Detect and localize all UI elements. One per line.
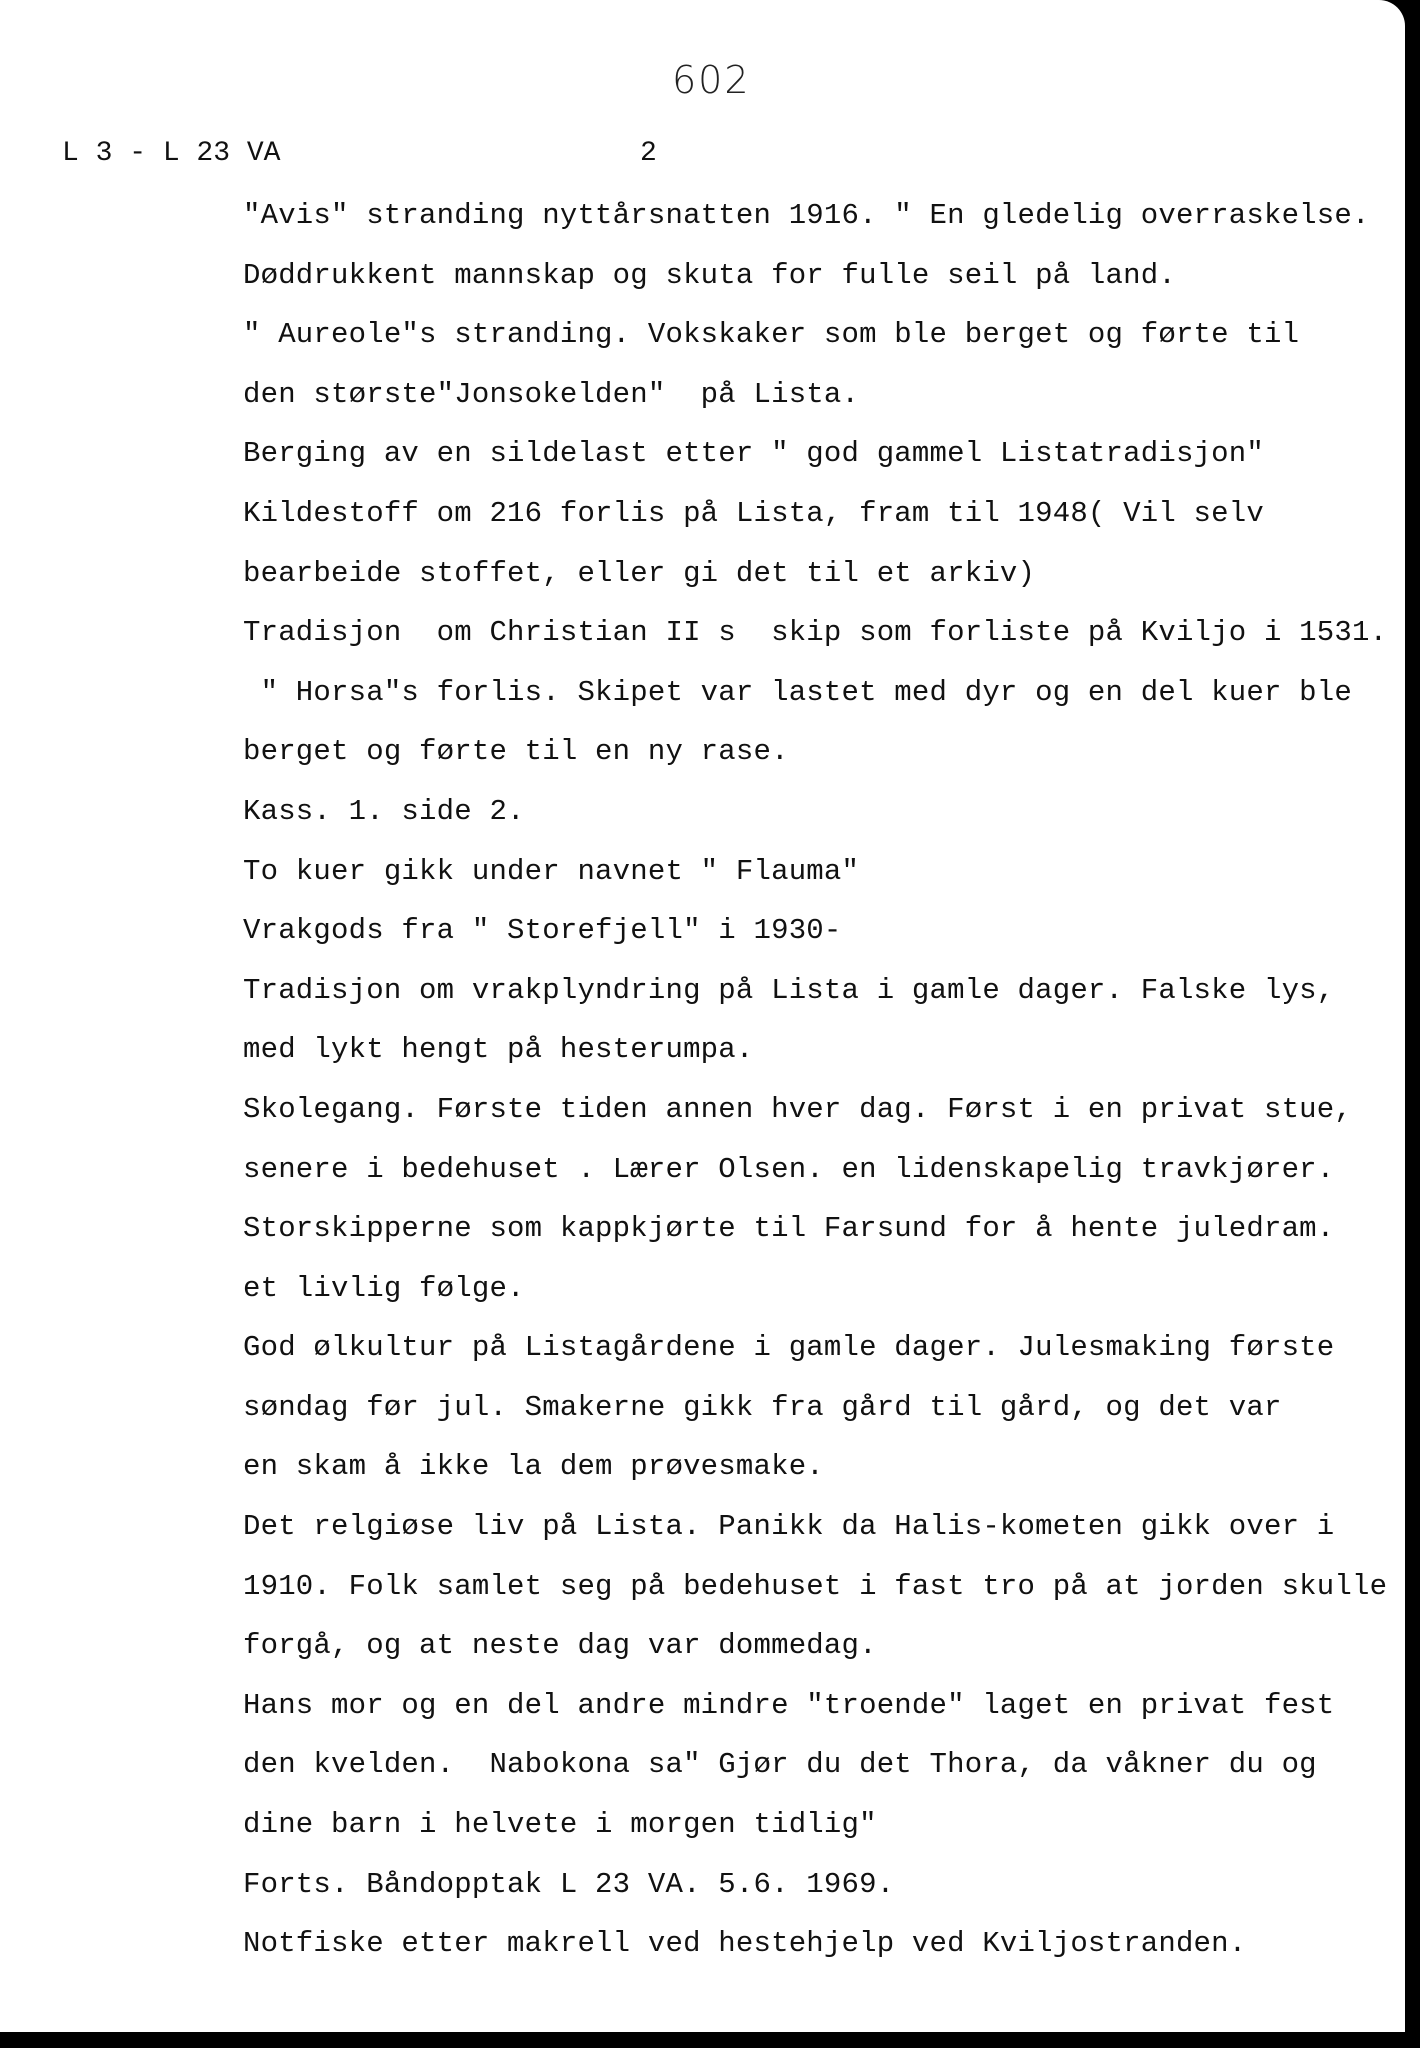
- text-line: Vrakgods fra " Storefjell" i 1930-: [243, 914, 842, 948]
- text-line: Kass. 1. side 2.: [243, 794, 525, 828]
- text-line: et livlig følge.: [243, 1271, 525, 1305]
- text-line: "Avis" stranding nyttårsnatten 1916. " En gledelig overraskelse.: [243, 199, 1370, 232]
- text-line: dine barn i helvete i morgen tidlig": [243, 1808, 877, 1842]
- text-line: God ølkultur på Listagårdene i gamle dager. Julesmaking første: [243, 1331, 1335, 1365]
- text-line: søndag før jul. Smakerne gikk fra gård til gård, og det var: [243, 1390, 1282, 1424]
- text-line: Tradisjon om Christian II s skip som forliste på Kviljo i 1531.: [243, 616, 1388, 650]
- text-line: " Horsa"s forlis. Skipet var lastet med dyr og en del kuer ble: [243, 675, 1352, 709]
- text-line: senere i bedehuset . Lærer Olsen. en lidenskapelig travkjører.: [243, 1152, 1335, 1186]
- text-line: Notfiske etter makrell ved hestehjelp ved Kviljostranden.: [243, 1927, 1247, 1961]
- text-line: Døddrukkent mannskap og skuta for fulle seil på land.: [243, 258, 1176, 292]
- text-line: Kildestoff om 216 forlis på Lista, fram til 1948( Vil selv: [243, 496, 1264, 530]
- document-reference: L 3 - L 23 VA: [62, 138, 281, 169]
- handwritten-page-number: 602: [672, 58, 751, 102]
- text-line: en skam å ikke la dem prøvesmake.: [243, 1450, 824, 1484]
- text-line: Forts. Båndopptak L 23 VA. 5.6. 1969.: [243, 1867, 895, 1901]
- text-line: To kuer gikk under navnet " Flauma": [243, 854, 860, 888]
- text-line: Berging av en sildelast etter " god gammel Listatradisjon": [243, 437, 1264, 471]
- text-line: 1910. Folk samlet seg på bedehuset i fast tro på at jorden skulle: [243, 1569, 1388, 1603]
- text-line: Hans mor og en del andre mindre "troende" laget en privat fest: [243, 1688, 1335, 1722]
- text-line: den kvelden. Nabokona sa" Gjør du det Thora, da våkner du og: [243, 1748, 1317, 1782]
- text-line: med lykt hengt på hesterumpa.: [243, 1033, 754, 1067]
- text-line: forgå, og at neste dag var dommedag.: [243, 1629, 877, 1663]
- text-line: Storskipperne som kappkjørte til Farsund for å hente juledram.: [243, 1212, 1335, 1246]
- text-line: bearbeide stoffet, eller gi det til et arkiv): [243, 556, 1036, 590]
- page-number: 2: [640, 138, 657, 169]
- text-line: Tradisjon om vrakplyndring på Lista i gamle dager. Falske lys,: [243, 973, 1335, 1007]
- transcript-body: [243, 193, 1405, 1981]
- text-line: " Aureole"s stranding. Vokskaker som ble berget og førte til: [243, 318, 1300, 352]
- text-line: berget og førte til en ny rase.: [243, 735, 789, 769]
- text-line: den største"Jonsokelden" på Lista.: [243, 377, 860, 411]
- text-line: Skolegang. Første tiden annen hver dag. Først i en privat stue,: [243, 1092, 1352, 1126]
- text-line: Det relgiøse liv på Lista. Panikk da Halis-kometen gikk over i: [243, 1510, 1335, 1544]
